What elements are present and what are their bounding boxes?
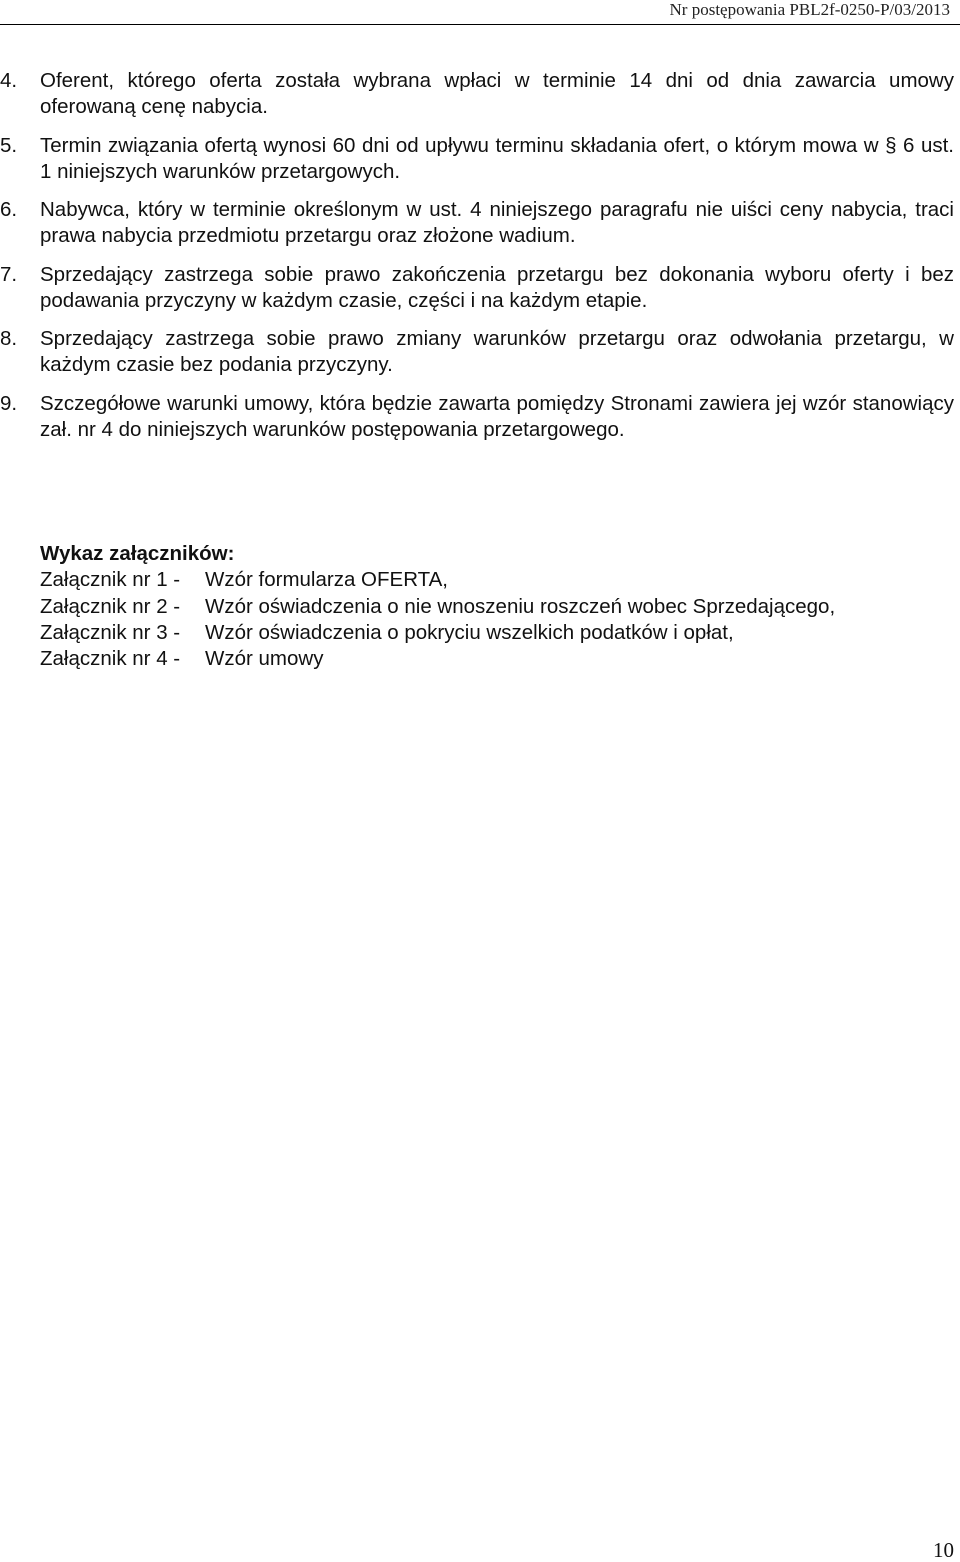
condition-text: Nabywca, który w terminie określonym w ust. 4 niniejszego paragrafu nie uiści ceny nabycia, traci prawa nabycia przedmiotu przetargu oraz złożone wadium.: [40, 198, 954, 247]
attachment-description: Wzór umowy: [205, 647, 324, 671]
attachment-label: Załącznik nr 4 -: [40, 647, 181, 671]
condition-text: Szczegółowe warunki umowy, która będzie zawarta pomiędzy Stronami zawiera jej wzór stanowiący zał. nr 4 do niniejszych warunków postępowania przetargowego.: [40, 391, 954, 441]
condition-item-6: [0, 197, 960, 249]
condition-number: 7.: [0, 262, 18, 286]
header-divider: [0, 24, 960, 25]
condition-number: 4.: [0, 69, 18, 92]
condition-text: Sprzedający zastrzega sobie prawo zakończenia przetargu bez dokonania wyboru oferty i bez podawania przyczyny w każdym czasie, części i na każdym etapie.: [40, 262, 954, 312]
condition-text: Oferent, którego oferta została wybrana wpłaci w terminie 14 dni od dnia zawarcia umowy oferowaną cenę nabycia.: [40, 69, 954, 118]
condition-number: 6.: [0, 198, 18, 221]
condition-text: Sprzedający zastrzega sobie prawo zmiany warunków przetargu oraz odwołania przetargu, w każdym czasie bez podania przyczyny.: [40, 327, 954, 376]
condition-number: 8.: [0, 327, 18, 350]
attachment-item-3: [40, 620, 940, 646]
attachment-item-2: [40, 594, 940, 620]
page-number: 10: [933, 1538, 954, 1562]
attachment-label: Załącznik nr 1 -: [40, 568, 181, 592]
attachments-section: [40, 541, 940, 672]
condition-number: 5.: [0, 133, 18, 157]
condition-item-8: [0, 326, 960, 378]
document-reference-header: Nr postępowania PBL2f-0250-P/03/2013: [669, 0, 950, 19]
attachment-item-1: [40, 567, 940, 593]
condition-item-4: [0, 68, 960, 120]
condition-number: 9.: [0, 391, 18, 415]
attachment-item-4: [40, 646, 940, 672]
condition-item-7: [0, 262, 960, 314]
attachments-title: Wykaz załączników:: [40, 542, 235, 565]
conditions-list: [0, 68, 960, 455]
attachment-label: Załącznik nr 2 -: [40, 594, 181, 618]
condition-item-5: [0, 133, 960, 185]
attachment-description: Wzór oświadczenia o nie wnoszeniu roszczeń wobec Sprzedającego,: [205, 594, 836, 618]
attachment-description: Wzór formularza OFERTA,: [205, 568, 448, 592]
attachment-description: Wzór oświadczenia o pokryciu wszelkich podatków i opłat,: [205, 620, 734, 644]
condition-item-9: [0, 391, 960, 443]
condition-text: Termin związania ofertą wynosi 60 dni od upływu terminu składania ofert, o którym mowa w § 6 ust. 1 niniejszych warunków przetargowych.: [40, 133, 954, 183]
attachment-label: Załącznik nr 3 -: [40, 620, 181, 644]
